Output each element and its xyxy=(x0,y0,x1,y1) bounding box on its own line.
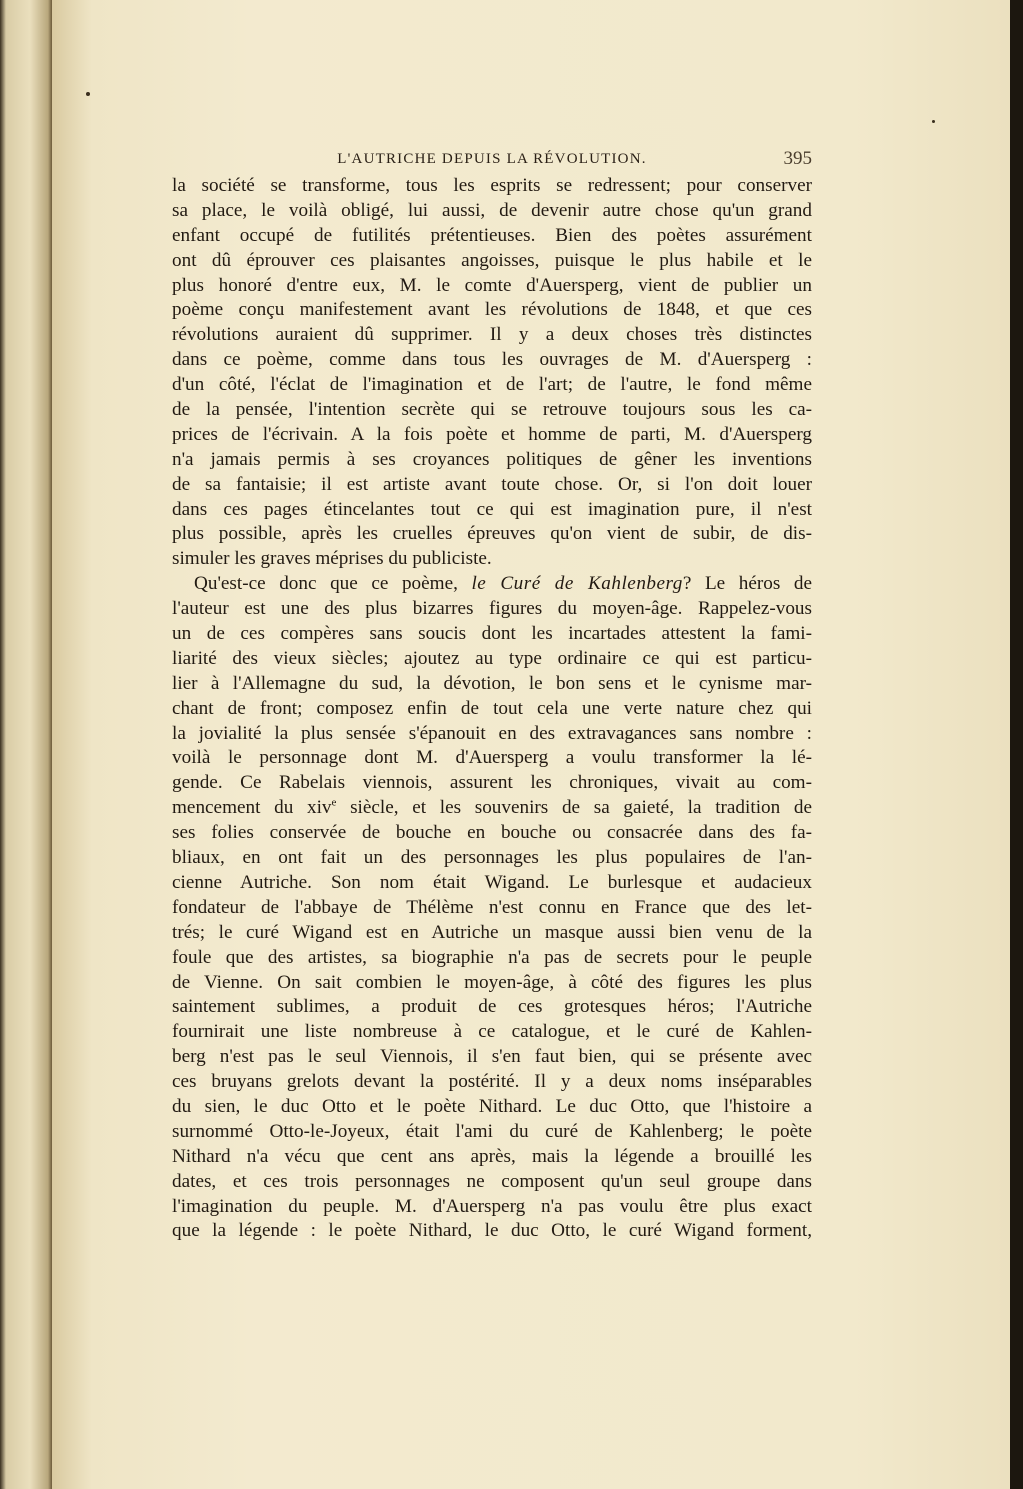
text-line: cienne Autriche. Son nom était Wigand. Le burlesque et audacieux xyxy=(172,871,812,893)
page-number: 395 xyxy=(783,148,812,169)
text-line: surnommé Otto-le-Joyeux, était l'ami du curé de Kahlenberg; le poète xyxy=(172,1120,812,1142)
text-line: dans ce poème, comme dans tous les ouvrages de M. d'Auersperg : xyxy=(172,349,812,371)
text-line: que la légende : le poète Nithard, le duc Otto, le curé Wigand forment, xyxy=(172,1220,812,1242)
text-span: mencement du xiv xyxy=(172,797,332,819)
text-line: voilà le personnage dont M. d'Auersperg a voulu transformer la lé- xyxy=(172,747,812,769)
text-line: ces bruyans grelots devant la postérité. Il y a deux noms inséparables xyxy=(172,1071,812,1093)
text-span: Qu'est-ce donc que ce poème, xyxy=(194,573,472,595)
text-line: dans ces pages étincelantes tout ce qui est imagination pure, il n'est xyxy=(172,498,812,520)
facing-page-edge xyxy=(0,0,52,1489)
running-title: L'AUTRICHE DEPUIS LA RÉVOLUTION. xyxy=(337,151,647,167)
text-line: dates, et ces trois personnages ne composent qu'un seul groupe dans xyxy=(172,1170,812,1192)
text-line: saintement sublimes, a produit de ces grotesques héros; l'Autriche xyxy=(172,996,812,1018)
text-line: simuler les graves méprises du publiciste. xyxy=(172,548,492,570)
running-header xyxy=(172,148,812,172)
scan-border xyxy=(1010,0,1023,1489)
ink-speck xyxy=(932,120,935,123)
text-line: Nithard n'a vécu que cent ans après, mais la légende a brouillé les xyxy=(172,1145,812,1167)
text-line: lier à l'Allemagne du sud, la dévotion, le bon sens et le cynisme mar- xyxy=(172,672,812,694)
text-line: l'imagination du peuple. M. d'Auersperg n'a pas voulu être plus exact xyxy=(172,1195,812,1217)
text-line: ont dû éprouver ces plaisantes angoisses, puisque le plus habile et le xyxy=(172,249,812,271)
text-line: enfant occupé de futilités prétentieuses. Bien des poètes assurément xyxy=(172,224,812,246)
text-line: plus possible, après les cruelles épreuves qu'on vient de subir, de dis- xyxy=(172,523,812,545)
text-line: n'a jamais permis à ses croyances politiques de gêner les inventions xyxy=(172,448,812,470)
text-span: ? Le héros de xyxy=(682,573,812,595)
text-line: sa place, le voilà obligé, lui aussi, de devenir autre chose qu'un grand xyxy=(172,199,812,221)
text-line: la société se transforme, tous les esprits se redressent; pour conserver xyxy=(172,175,812,196)
text-line xyxy=(172,572,812,597)
text-line: un de ces compères sans soucis dont les incartades attestent la fami- xyxy=(172,623,812,645)
text-line: foule que des artistes, sa biographie n'a pas de secrets pour le peuple xyxy=(172,946,812,968)
italic-title: le Curé de Kahlenberg xyxy=(471,573,683,595)
text-line: ses folies conservée de bouche en bouche ou consacrée dans des fa- xyxy=(172,822,812,844)
text-line: la jovialité la plus sensée s'épanouit en des extravagances sans nombre : xyxy=(172,722,812,744)
text-line: poème conçu manifestement avant les révolutions de 1848, et que ces xyxy=(172,299,812,321)
text-line: d'un côté, l'éclat de l'imagination et de l'art; de l'autre, le fond même xyxy=(172,374,812,396)
text-line: de la pensée, l'intention secrète qui se retrouve toujours sous les ca- xyxy=(172,399,812,421)
body-text xyxy=(172,174,812,1244)
text-line: de Vienne. On sait combien le moyen-âge, à côté des figures les plus xyxy=(172,971,812,993)
text-line: trés; le curé Wigand est en Autriche un masque aussi bien venu de la xyxy=(172,921,812,943)
text-line: fondateur de l'abbaye de Thélème n'est connu en France que des let- xyxy=(172,896,812,918)
text-line: liarité des vieux siècles; ajoutez au type ordinaire ce qui est particu- xyxy=(172,647,812,669)
text-line: chant de front; composez enfin de tout cela une verte nature chez qui xyxy=(172,697,812,719)
text-line: berg n'est pas le seul Viennois, il s'en faut bien, qui se présente avec xyxy=(172,1046,812,1068)
text-line: fournirait une liste nombreuse à ce catalogue, et le curé de Kahlen- xyxy=(172,1021,812,1043)
text-line: gende. Ce Rabelais viennois, assurent les chroniques, vivait au com- xyxy=(172,772,812,794)
text-line: révolutions auraient dû supprimer. Il y a deux choses très distinctes xyxy=(172,324,812,346)
text-line: l'auteur est une des plus bizarres figures du moyen-âge. Rappelez-vous xyxy=(172,598,812,620)
superscript: e xyxy=(331,796,337,809)
text-span: siècle, et les souvenirs de sa gaieté, la tradition de xyxy=(336,797,812,819)
text-line xyxy=(172,796,812,821)
text-line: prices de l'écrivain. A la fois poète et homme de parti, M. d'Auersperg xyxy=(172,423,812,445)
text-line: du sien, le duc Otto et le poète Nithard. Le duc Otto, que l'histoire a xyxy=(172,1095,812,1117)
text-line: plus honoré d'entre eux, M. le comte d'Auersperg, vient de publier un xyxy=(172,274,812,296)
ink-speck xyxy=(86,92,90,96)
text-line: bliaux, en ont fait un des personnages les plus populaires de l'an- xyxy=(172,847,812,869)
text-line: de sa fantaisie; il est artiste avant toute chose. Or, si l'on doit louer xyxy=(172,473,812,495)
